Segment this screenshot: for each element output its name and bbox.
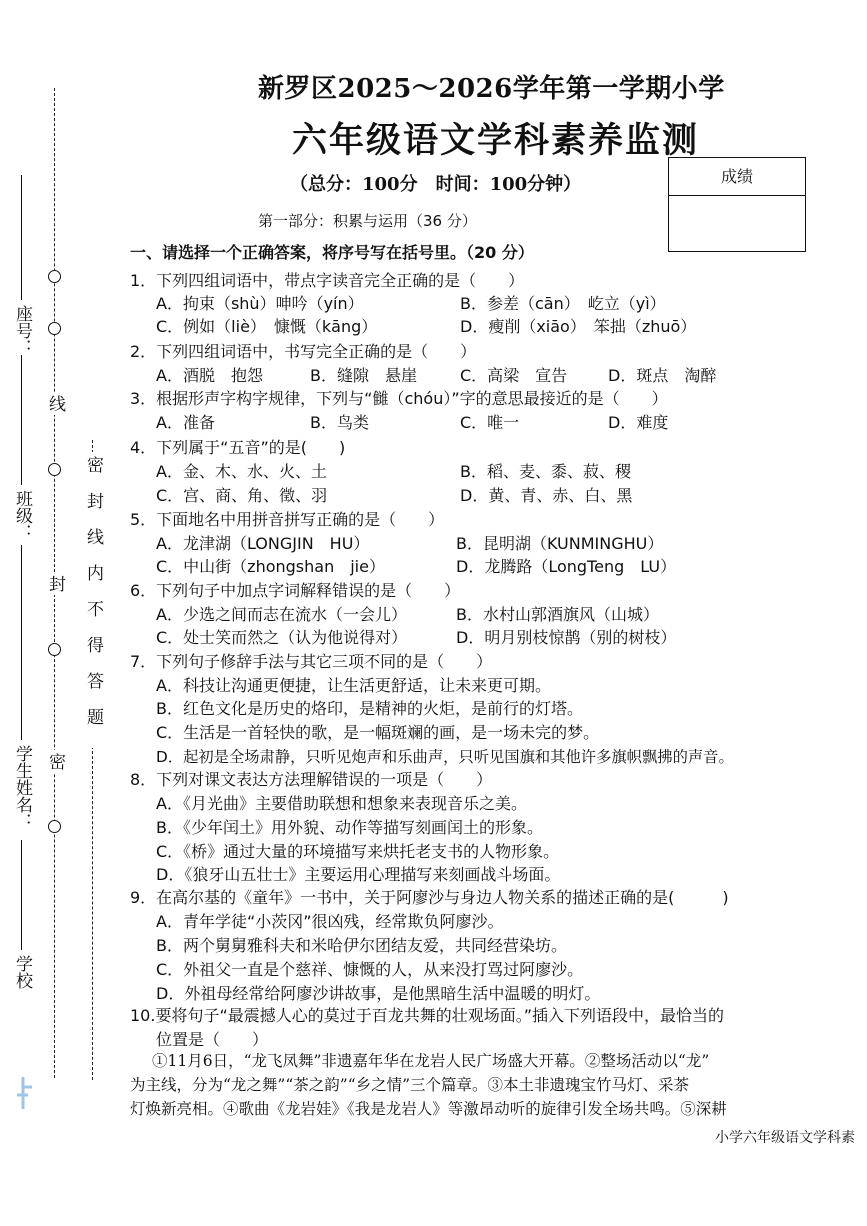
q4-option-d: D．黄、青、赤、白、黑 — [460, 486, 633, 505]
school-label: 学校 — [12, 955, 32, 989]
q7-option-d: D．起初是全场肃静，只听见炮声和乐曲声，只听见国旗和其他许多旗帜飘拂的声音。 — [156, 748, 734, 766]
q5-option-b: B．昆明湖（KUNMINGHU） — [456, 534, 664, 553]
question-stem-9: 9．在高尔基的《童年》一书中，关于阿廖沙与身边人物关系的描述正确的是( ) — [130, 888, 729, 907]
question-stem-6: 6．下列句子中加点字词解释错误的是（ ） — [130, 581, 461, 600]
q5-option-a: A．龙津湖（LONGJIN HU） — [156, 534, 370, 553]
question-stem-5: 5．下面地名中用拼音拼写正确的是（ ） — [130, 510, 445, 529]
scan-mark-icon — [14, 1075, 36, 1111]
q5-option-d: D．龙腾路（LongTeng LU） — [456, 557, 677, 576]
q7-option-b: B．红色文化是历史的烙印，是精神的火炬，是前行的灯塔。 — [156, 699, 583, 718]
q9-option-b: B．两个舅舅雅科夫和米哈伊尔团结友爱，共同经营染坊。 — [156, 936, 567, 955]
q3-option-c: C．唯一 — [460, 413, 520, 432]
passage-line: 为主线，分为“龙之舞”“茶之韵”“乡之情”三个篇章。③本土非遗瑰宝竹马灯、采茶 — [130, 1076, 690, 1094]
q4-option-c: C．宫、商、角、徵、羽 — [156, 486, 328, 505]
q2-option-c: C．高梁 宣告 — [460, 366, 568, 385]
score-label: 成绩 — [669, 158, 805, 196]
q1-option-a: A．拘束（shù）呻吟（yín） — [156, 294, 364, 313]
q8-option-a: A．《月光曲》主要借助联想和想象来表现音乐之美。 — [156, 794, 527, 813]
binding-hole — [48, 820, 61, 833]
name-blank — [21, 545, 22, 740]
q1-option-c: C．例如（liè） 慷慨（kāng） — [156, 317, 378, 336]
question-stem-10-cont: 位置是（ ） — [156, 1030, 269, 1049]
score-box — [668, 157, 806, 252]
seal-char-mi: 密 — [46, 750, 63, 773]
question-stem-8: 8．下列对课文表达方法理解错误的一项是（ ） — [130, 770, 493, 789]
q5-option-c: C．中山街（zhongshan jie） — [156, 557, 385, 576]
page-footer: 小学六年级语文学科素 — [715, 1130, 855, 1146]
q2-option-a: A．酒脱 抱怨 — [156, 366, 263, 385]
q6-option-a: A．少选之间而志在流水（一会儿） — [156, 605, 407, 624]
passage-line: ①11月6日，“龙飞凤舞”非遗嘉年华在龙岩人民广场盛大开幕。②整场活动以“龙” — [152, 1052, 710, 1070]
q6-option-b: B．水村山郭酒旗风（山城） — [456, 605, 659, 624]
question-stem-4: 4．下列属于“五音”的是( ) — [130, 438, 346, 457]
q7-option-a: A．科技让沟通更便捷，让生活更舒适，让未来更可期。 — [156, 676, 551, 695]
q2-option-d: D．斑点 淘醉 — [608, 366, 717, 385]
question-stem-1: 1．下列四组词语中，带点字读音完全正确的是（ ） — [130, 271, 525, 290]
part-title: 第一部分：积累与运用（36 分） — [258, 212, 477, 230]
student-name-label: 学生姓名： — [12, 745, 32, 830]
q8-option-d: D．《狼牙山五壮士》主要运用心理描写来刻画战斗场面。 — [156, 865, 561, 884]
q8-option-c: C．《桥》通过大量的环境描写来烘托老支书的人物形象。 — [156, 842, 560, 861]
q9-option-a: A．青年学徒“小茨冈”很凶残，经常欺负阿廖沙。 — [156, 912, 504, 931]
binding-margin — [0, 0, 120, 1226]
question-stem-7: 7．下列句子修辞手法与其它三项不同的是（ ） — [130, 652, 493, 671]
q4-option-b: B．稻、麦、黍、菽、稷 — [460, 462, 631, 481]
exam-meta: （总分：100分 时间：100分钟） — [290, 174, 582, 195]
binding-hole — [48, 463, 61, 476]
binding-hole — [48, 270, 61, 283]
exam-title-line2: 六年级语文学科素养监测 — [292, 120, 700, 161]
q3-option-d: D．难度 — [608, 413, 669, 432]
q1-option-d: D．瘦削（xiāo） 笨拙（zhuō） — [460, 317, 697, 336]
q6-option-c: C．处士笑而然之（认为他说得对） — [156, 628, 408, 647]
class-label: 班级： — [12, 490, 32, 541]
q1-option-b: B．参差（cān） 屹立（yì） — [460, 294, 666, 313]
q7-option-c: C．生活是一首轻快的歌，是一幅斑斓的画，是一场未完的梦。 — [156, 723, 600, 742]
q6-option-d: D．明月别枝惊鹊（别的树枝） — [456, 628, 677, 647]
passage-line: 灯焕新亮相。④歌曲《龙岩娃》《我是龙岩人》等激昂动听的旋律引发全场共鸣。⑤深耕 — [130, 1100, 727, 1118]
q4-option-a: A．金、木、水、火、土 — [156, 462, 327, 481]
binding-hole — [48, 643, 61, 656]
q3-option-a: A．准备 — [156, 413, 215, 432]
q9-option-c: C．外祖父一直是个慈祥、慷慨的人，从来没打骂过阿廖沙。 — [156, 960, 584, 979]
seal-char-xian: 线 — [46, 392, 63, 415]
section-heading: 一、请选择一个正确答案，将序号写在括号里。（20 分） — [130, 243, 534, 262]
q2-option-b: B．缝隙 悬崖 — [310, 366, 417, 385]
q10-passage — [130, 1049, 820, 1121]
binding-hole — [48, 322, 61, 335]
question-stem-2: 2．下列四组词语中，书写完全正确的是（ ） — [130, 342, 477, 361]
seat-label: 座号： — [12, 305, 32, 356]
binding-notice: 密封线内不得答题 — [84, 452, 101, 748]
seal-char-feng: 封 — [46, 572, 63, 595]
q8-option-b: B．《少年闰土》用外貌、动作等描写刻画闰土的形象。 — [156, 818, 543, 837]
seat-blank — [21, 175, 22, 300]
q3-option-b: B．鸟类 — [310, 413, 369, 432]
exam-title-line1: 新罗区2025～2026学年第一学期小学 — [258, 74, 725, 104]
question-stem-3: 3．根据形声字构字规律，下列与“雠（chóu）”字的意思最接近的是（ ） — [130, 389, 668, 408]
q9-option-d: D．外祖母经常给阿廖沙讲故事，是他黑暗生活中温暖的明灯。 — [156, 984, 601, 1003]
school-blank — [21, 840, 22, 950]
class-blank — [21, 355, 22, 485]
question-stem-10: 10.要将句子“最震撼人心的莫过于百龙共舞的壮观场面。”插入下列语段中，最恰当的 — [130, 1006, 725, 1025]
